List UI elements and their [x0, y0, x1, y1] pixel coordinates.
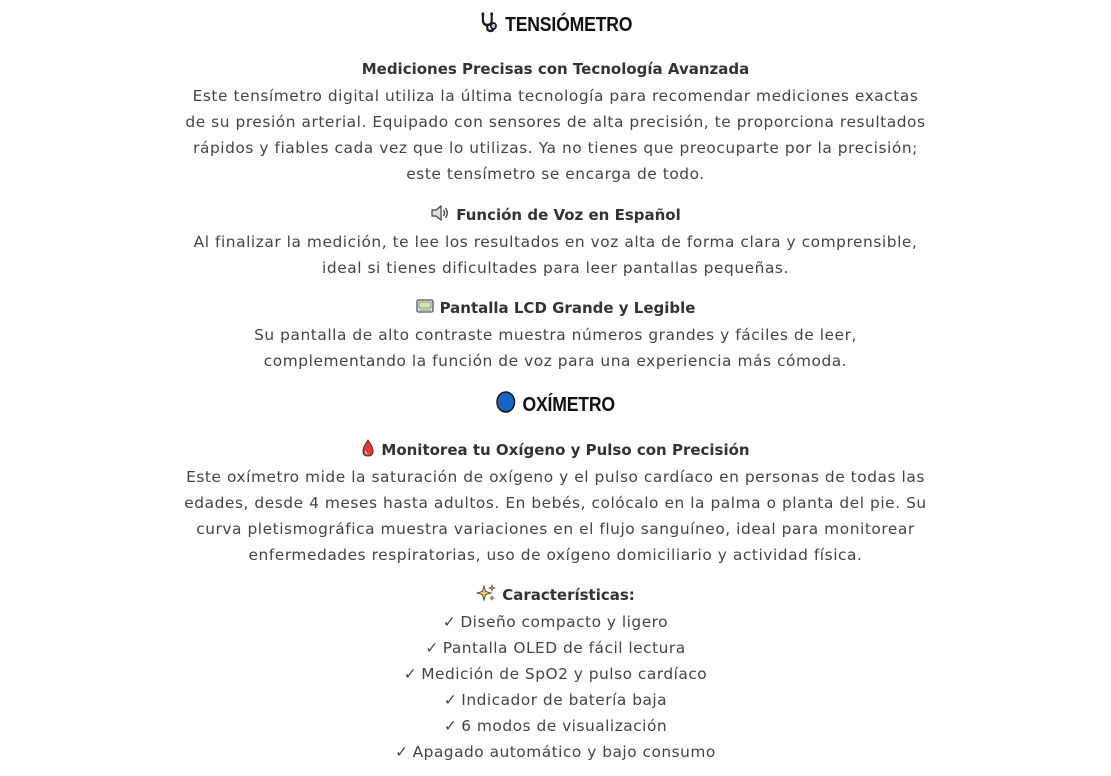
check-icon: ✓ [443, 691, 458, 709]
feature-item [0, 739, 1111, 765]
block-heading-text: Pantalla LCD Grande y Legible [439, 299, 696, 317]
feature-item [0, 635, 1111, 661]
paragraph-line: este tensímetro se encarga de todo. [406, 165, 705, 183]
features-heading [0, 584, 1111, 606]
check-icon: ✓ [443, 717, 458, 735]
blood-drop-icon [361, 439, 375, 461]
oximetro-features [0, 584, 1111, 765]
paragraph-line: Este tensímetro digital utiliza la última tecnología para recomendar mediciones exactas [192, 87, 919, 105]
feature-text: Diseño compacto y ligero [460, 613, 669, 631]
paragraph-line: enfermedades respiratorias, uso de oxígeno domiciliario y actividad física. [248, 546, 863, 564]
tensiometro-block-lcd [0, 297, 1111, 374]
block-heading-text: Monitorea tu Oxígeno y Pulso con Precisión [381, 441, 750, 459]
feature-text: Apagado automático y bajo consumo [412, 743, 716, 761]
block-paragraph [0, 83, 1111, 187]
sparkles-icon [476, 584, 496, 606]
tensiometro-block-precision [0, 58, 1111, 187]
block-paragraph [0, 229, 1111, 281]
feature-text: Indicador de batería baja [461, 691, 668, 709]
check-icon: ✓ [442, 613, 457, 631]
features-heading-text: Características: [502, 586, 635, 604]
paragraph-line: complementando la función de voz para una experiencia más cómoda. [263, 352, 848, 370]
tensiometro-section [0, 12, 1111, 38]
feature-text: Pantalla OLED de fácil lectura [442, 639, 686, 657]
block-paragraph [0, 322, 1111, 374]
paragraph-line: Al finalizar la medición, te lee los resultados en voz alta de forma clara y comprensible, [193, 233, 918, 251]
tensiometro-title: TENSIÓMETRO [505, 13, 633, 36]
paragraph-line: ideal si tienes dificultades para leer pantallas pequeñas. [322, 259, 789, 277]
paragraph-line: curva pletismográfica muestra variaciones en el flujo sanguíneo, ideal para monitorear [196, 520, 915, 538]
feature-item [0, 609, 1111, 635]
check-icon: ✓ [425, 639, 439, 657]
block-heading [0, 297, 1111, 319]
block-heading-text: Función de Voz en Español [456, 206, 681, 224]
feature-item [0, 661, 1111, 687]
speaker-icon [430, 205, 450, 225]
paragraph-line: rápidos y fiables cada vez que lo utilizas. Ya no tienes que preocuparte por la precisión; [193, 139, 918, 157]
feature-item [0, 687, 1111, 713]
oximetro-section [0, 392, 1111, 418]
block-heading [0, 204, 1111, 226]
feature-text: 6 modos de visualización [461, 717, 668, 735]
block-heading-text: Mediciones Precisas con Tecnología Avanzada [361, 60, 750, 78]
feature-item [0, 713, 1111, 739]
paragraph-line: Este oxímetro mide la saturación de oxígeno y el pulso cardíaco en personas de todas las [186, 468, 925, 486]
oximetro-heading [67, 392, 1045, 418]
stethoscope-icon [479, 11, 498, 39]
block-heading [0, 439, 1111, 461]
oximetro-title: OXÍMETRO [522, 393, 615, 416]
feature-text: Medición de SpO2 y pulso cardíaco [421, 665, 708, 683]
paragraph-line: de su presión arterial. Equipado con sensores de alta precisión, te proporciona resultados [185, 113, 926, 131]
blue-circle-icon [496, 391, 515, 419]
features-list [0, 609, 1111, 765]
oximetro-block-monitor [0, 439, 1111, 568]
tensiometro-block-voice [0, 204, 1111, 281]
paragraph-line: Su pantalla de alto contraste muestra números grandes y fáciles de leer, [254, 326, 857, 344]
block-heading [0, 58, 1111, 80]
check-icon: ✓ [395, 743, 409, 761]
lcd-screen-icon [416, 299, 434, 317]
tensiometro-heading [67, 12, 1045, 38]
block-paragraph [0, 464, 1111, 568]
check-icon: ✓ [403, 665, 418, 683]
paragraph-line: edades, desde 4 meses hasta adultos. En bebés, colócalo en la palma o planta del pie. Su [184, 494, 927, 512]
